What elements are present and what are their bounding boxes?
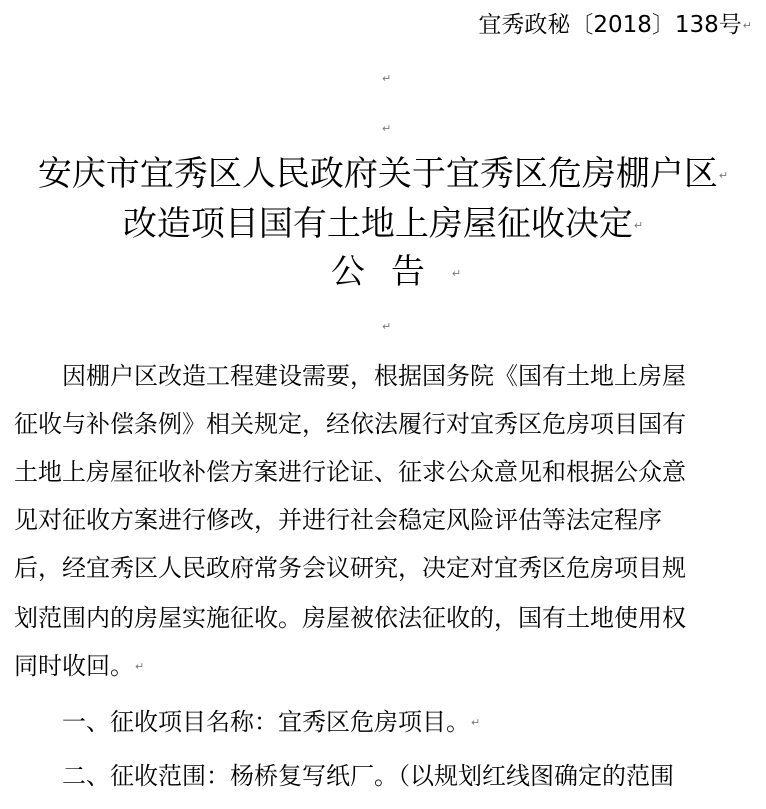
paragraph-mark-icon: ↵ (633, 218, 644, 232)
paragraph-mark-icon: ↵ (135, 660, 145, 673)
section-heading-project-name (14, 698, 754, 747)
body-line: 因棚户区改造工程建设需要，根据国务院《国有土地上房屋 (14, 362, 686, 390)
title-text: 安庆市宜秀区人民政府关于宜秀区危房棚户区 (37, 154, 718, 194)
body-line: 划范围内的房屋实施征收。房屋被依法征收的，国有土地使用权 (14, 604, 686, 632)
document-title-line-2 (0, 204, 766, 246)
paragraph-mark-icon: ↵ (471, 716, 481, 729)
paragraph-mark-icon: ↵ (718, 168, 729, 182)
section-heading-scope: 二、征收范围：杨桥复写纸厂。（以规划红线图确定的范围 (14, 762, 674, 790)
paragraph-mark-icon: ↵ (742, 18, 752, 32)
title-text: 改造项目国有土地上房屋征收决定 (122, 204, 633, 244)
document-number-text: 宜秀政秘〔2018〕138号 (478, 12, 742, 38)
paragraph-mark-icon: ↵ (382, 122, 392, 135)
document-title-notice (0, 252, 766, 294)
paragraph-mark-icon: ↵ (451, 266, 462, 280)
document-title-line-1 (0, 154, 766, 196)
paragraph-mark-icon: ↵ (382, 72, 392, 85)
document-number (478, 10, 752, 41)
title-text: 公告 (330, 252, 451, 292)
body-line: 见对征收方案进行修改，并进行社会稳定风险评估等法定程序 (14, 506, 662, 534)
body-line: 后，经宜秀区人民政府常务会议研究，决定对宜秀区危房项目规 (14, 554, 686, 582)
body-line-text: 同时收回。 (14, 652, 134, 680)
body-line-text: 一、征收项目名称：宜秀区危房项目。 (14, 708, 470, 736)
body-line: 土地上房屋征收补偿方案进行论证、征求公众意见和根据公众意 (14, 458, 686, 486)
paragraph-mark-icon: ↵ (382, 320, 392, 333)
body-line: 征收与补偿条例》相关规定，经依法履行对宜秀区危房项目国有 (14, 410, 686, 438)
body-line-end (14, 642, 754, 691)
